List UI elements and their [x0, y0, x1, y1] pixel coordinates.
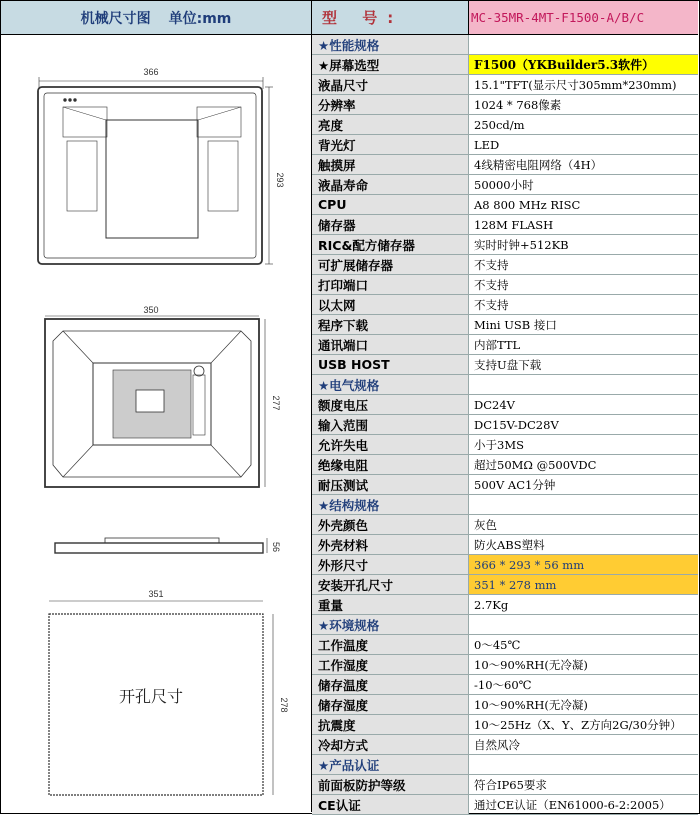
spec-value: 内部TTL — [474, 337, 521, 352]
spec-row — [312, 595, 698, 615]
spec-row — [312, 155, 698, 175]
spec-value: 符合IP65要求 — [474, 777, 547, 792]
spec-value: A8 800 MHz RISC — [474, 197, 581, 212]
spec-value: 实时时钟+512KB — [474, 237, 569, 252]
spec-row — [312, 175, 698, 195]
spec-label: ★性能规格 — [312, 35, 469, 54]
front-width-dim: 366 — [143, 67, 159, 77]
spec-table — [312, 1, 698, 815]
unit-label: 单位:mm — [168, 10, 232, 27]
spec-row — [312, 275, 698, 295]
spec-value — [469, 615, 698, 634]
side-depth-dim: 56 — [271, 541, 281, 553]
spec-label: ★屏幕选型 — [312, 55, 469, 74]
spec-label: 程序下载 — [312, 315, 469, 334]
spec-label: 外壳颜色 — [312, 515, 469, 534]
spec-label: 前面板防护等级 — [312, 775, 469, 794]
model-label: 型 号: — [312, 1, 469, 34]
drawing-header — [1, 1, 312, 35]
spec-row — [312, 235, 698, 255]
spec-label: ★产品认证 — [312, 755, 469, 774]
spec-row — [312, 315, 698, 335]
spec-label: 通讯端口 — [312, 335, 469, 354]
spec-row — [312, 575, 698, 595]
spec-value — [469, 375, 698, 394]
spec-value: F1500（YKBuilder5.3软件） — [469, 55, 698, 74]
spec-value: 10～25Hz（X、Y、Z方向2G/30分钟） — [474, 717, 682, 732]
spec-label: 工作温度 — [312, 635, 469, 654]
spec-label: 重量 — [312, 595, 469, 614]
section-row — [312, 495, 698, 515]
spec-row — [312, 115, 698, 135]
spec-row — [312, 415, 698, 435]
drawing-title: 机械尺寸图 — [80, 10, 151, 27]
spec-value: 不支持 — [474, 257, 509, 272]
spec-value: DC15V-DC28V — [474, 417, 559, 432]
spec-value: 15.1"TFT(显示尺寸305mm*230mm) — [474, 77, 677, 92]
spec-value: 366 * 293 * 56 mm — [469, 555, 698, 574]
spec-value: 250cd/m — [474, 117, 525, 132]
spec-label: 冷却方式 — [312, 735, 469, 754]
spec-row — [312, 195, 698, 215]
spec-label: 液晶尺寸 — [312, 75, 469, 94]
spec-value: 小于3MS — [474, 437, 524, 452]
section-row — [312, 375, 698, 395]
spec-row — [312, 715, 698, 735]
back-width-dim: 350 — [143, 305, 159, 315]
spec-value: DC24V — [474, 397, 515, 412]
spec-value — [469, 755, 698, 774]
spec-value: 0～45℃ — [474, 637, 521, 652]
model-value: MC-35MR-4MT-F1500-A/B/C — [469, 1, 698, 34]
spec-label: 触摸屏 — [312, 155, 469, 174]
spec-label: ★电气规格 — [312, 375, 469, 394]
spec-label: 储存湿度 — [312, 695, 469, 714]
spec-value: 1024 * 768像素 — [474, 97, 562, 112]
spec-value: Mini USB 接口 — [474, 317, 557, 332]
cutout-label: 开孔尺寸 — [118, 689, 184, 706]
front-view — [38, 77, 273, 264]
spec-value: 500V AC1分钟 — [474, 477, 556, 492]
spec-row — [312, 475, 698, 495]
spec-row — [312, 95, 698, 115]
back-height-dim: 277 — [271, 395, 281, 411]
spec-row — [312, 295, 698, 315]
spec-value: 不支持 — [474, 277, 509, 292]
spec-label: 耐压测试 — [312, 475, 469, 494]
spec-row — [312, 75, 698, 95]
spec-row — [312, 215, 698, 235]
spec-row — [312, 435, 698, 455]
spec-label: 允许失电 — [312, 435, 469, 454]
spec-label: 打印端口 — [312, 275, 469, 294]
cutout-height-dim: 278 — [279, 697, 289, 713]
spec-row — [312, 255, 698, 275]
spec-value: 支持U盘下载 — [474, 357, 542, 372]
front-height-dim: 293 — [275, 172, 285, 188]
spec-label: 可扩展储存器 — [312, 255, 469, 274]
spec-value: 351 * 278 mm — [469, 575, 698, 594]
spec-row — [312, 135, 698, 155]
spec-value: 10～90%RH(无冷凝) — [474, 657, 588, 672]
spec-value: 自然风冷 — [474, 737, 520, 752]
spec-value: 2.7Kg — [474, 597, 509, 612]
spec-row — [312, 515, 698, 535]
spec-label: 亮度 — [312, 115, 469, 134]
spec-label: CPU — [312, 195, 469, 214]
spec-label: 储存器 — [312, 215, 469, 234]
spec-row — [312, 555, 698, 575]
mechanical-drawing — [1, 35, 312, 812]
spec-row — [312, 695, 698, 715]
spec-label: 输入范围 — [312, 415, 469, 434]
spec-value: 不支持 — [474, 297, 509, 312]
spec-value: 超过50MΩ @500VDC — [474, 457, 597, 472]
spec-value — [469, 495, 698, 514]
spec-value: 128M FLASH — [474, 217, 554, 232]
spec-rows — [312, 35, 698, 815]
spec-label: 以太网 — [312, 295, 469, 314]
spec-row — [312, 455, 698, 475]
spec-label: 分辨率 — [312, 95, 469, 114]
spec-row — [312, 535, 698, 555]
spec-label: 工作湿度 — [312, 655, 469, 674]
spec-label: ★结构规格 — [312, 495, 469, 514]
spec-value: LED — [474, 137, 500, 152]
spec-row — [312, 795, 698, 815]
spec-row — [312, 395, 698, 415]
spec-row — [312, 55, 698, 75]
model-row — [312, 1, 698, 35]
spec-value — [469, 35, 698, 54]
spec-value: 10～90%RH(无冷凝) — [474, 697, 588, 712]
spec-label: USB HOST — [312, 355, 469, 374]
spec-row — [312, 775, 698, 795]
cutout-width-dim: 351 — [148, 589, 164, 599]
spec-row — [312, 635, 698, 655]
spec-value: 防火ABS塑料 — [474, 537, 545, 552]
spec-row — [312, 355, 698, 375]
spec-row — [312, 335, 698, 355]
spec-label: 安装开孔尺寸 — [312, 575, 469, 594]
spec-value: -10～60℃ — [474, 677, 532, 692]
back-view — [45, 316, 265, 487]
spec-row — [312, 735, 698, 755]
spec-value: 灰色 — [474, 517, 497, 532]
spec-label: 背光灯 — [312, 135, 469, 154]
spec-label: ★环境规格 — [312, 615, 469, 634]
spec-label: RIC&配方储存器 — [312, 235, 469, 254]
spec-label: 外形尺寸 — [312, 555, 469, 574]
side-view — [55, 538, 267, 553]
spec-label: 抗震度 — [312, 715, 469, 734]
spec-label: 外壳材料 — [312, 535, 469, 554]
section-row — [312, 755, 698, 775]
spec-label: CE认证 — [312, 795, 469, 814]
spec-value: 通过CE认证（EN61000-6-2:2005） — [474, 797, 671, 812]
spec-row — [312, 675, 698, 695]
spec-label: 储存温度 — [312, 675, 469, 694]
section-row — [312, 35, 698, 55]
spec-value: 50000小时 — [474, 177, 534, 192]
spec-label: 额度电压 — [312, 395, 469, 414]
spec-label: 绝缘电阻 — [312, 455, 469, 474]
spec-row — [312, 655, 698, 675]
spec-label: 液晶寿命 — [312, 175, 469, 194]
section-row — [312, 615, 698, 635]
spec-value: 4线精密电阻网络（4H） — [474, 157, 603, 172]
